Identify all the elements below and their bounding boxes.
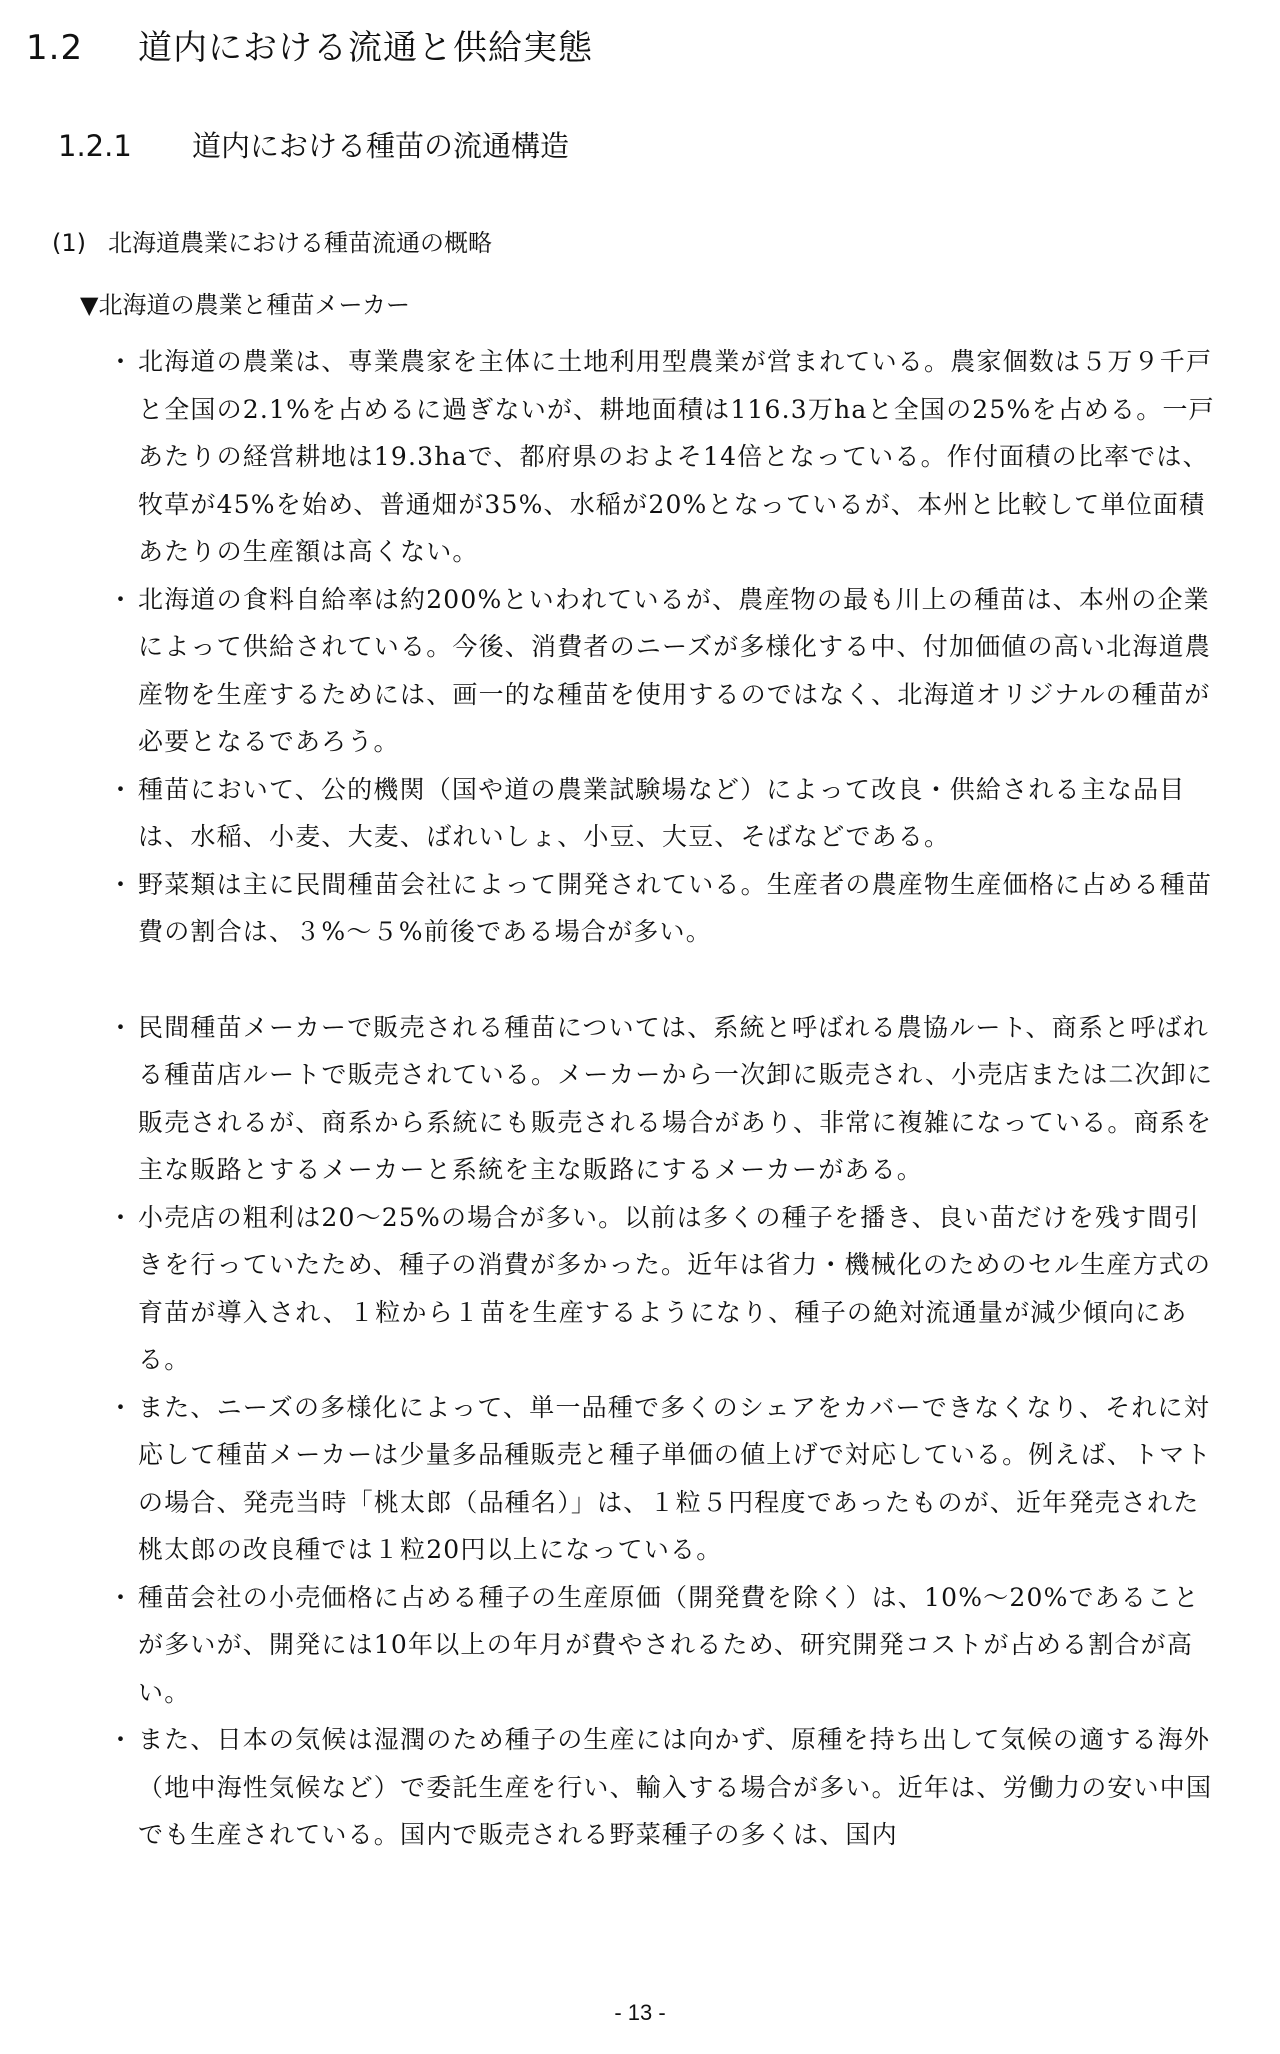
bullet-item	[108, 1384, 1218, 1574]
bullet-text: また、ニーズの多様化によって、単一品種で多くのシェアをカバーできなくなり、それに対応して種苗メーカーは少量多品種販売と種子単価の値上げで対応している。例えば、トマトの場合、発売当時「桃太郎（品種名）」は、１粒５円程度であったものが、近年発売された桃太郎の改良種では１粒20円以上になっている。	[138, 1392, 1212, 1564]
bullet-text: 種苗において、公的機関（国や道の農業試験場など）によって改良・供給される主な品目は、水稲、小麦、大麦、ばれいしょ、小豆、大豆、そばなどである。	[138, 774, 1186, 851]
item-title: 北海道農業における種苗流通の概略	[108, 229, 492, 257]
bullet-mark: ・	[108, 1202, 135, 1232]
triangle-marker-icon: ▼	[80, 291, 99, 319]
paragraph-spacer	[108, 956, 1218, 1004]
bullet-text: 北海道の農業は、専業農家を主体に土地利用型農業が営まれている。農家個数は５万９千戸と全国の2.1%を占めるに過ぎないが、耕地面積は116.3万haと全国の25%を占める。一戸あたりの経営耕地は19.3haで、都府県のおよそ14倍となっている。作付面積の比率では、牧草が45%を始め、普通畑が35%、水稲が20%となっているが、本州と比較して単位面積あたりの生産額は高くない。	[138, 347, 1215, 566]
section-heading-1-2	[26, 26, 593, 70]
bullet-item	[108, 766, 1218, 861]
bullet-mark: ・	[108, 347, 135, 376]
bullet-text: 小売店の粗利は20～25%の場合が多い。以前は多くの種子を播き、良い苗だけを残す間引きを行っていたため、種子の消費が多かった。近年は省力・機械化のためのセル生産方式の育苗が導入され、１粒から１苗を生産するようになり、種子の絶対流通量が減少傾向にある。	[138, 1202, 1212, 1374]
subsection-title: 道内における種苗の流通構造	[192, 129, 570, 163]
bullet-text: 野菜類は主に民間種苗会社によって開発されている。生産者の農産物生産価格に占める種苗費の割合は、３%～５%前後である場合が多い。	[138, 869, 1213, 946]
bullet-item	[108, 576, 1218, 766]
bullet-mark: ・	[108, 1725, 135, 1754]
bullet-text: 民間種苗メーカーで販売される種苗については、系統と呼ばれる農協ルート、商系と呼ばれる種苗店ルートで販売されている。メーカーから一次卸に販売され、小売店または二次卸に販売されるが、商系から系統にも販売される場合があり、非常に複雑になっている。商系を主な販路とするメーカーと系統を主な販路にするメーカーがある。	[138, 1012, 1214, 1184]
bullet-mark: ・	[108, 1012, 135, 1042]
subsection-number: 1.2.1	[58, 129, 132, 163]
bullet-mark: ・	[108, 584, 135, 614]
item-number: (1)	[52, 229, 86, 257]
bullet-text: 種苗会社の小売価格に占める種子の生産原価（開発費を除く）は、10%～20%であることが多いが、開発には10年以上の年月が費やされるため、研究開発コストが占める割合が高い。	[138, 1582, 1200, 1707]
section-title: 道内における流通と供給実態	[138, 28, 593, 68]
bullet-item	[108, 338, 1218, 576]
bullet-item	[108, 1004, 1218, 1194]
bullet-mark: ・	[108, 1392, 135, 1422]
topic-heading	[80, 288, 410, 322]
bullet-item	[108, 1716, 1218, 1859]
bullet-list	[108, 338, 1218, 1859]
bullet-mark: ・	[108, 774, 135, 804]
bullet-mark: ・	[108, 1582, 135, 1612]
subsection-heading-1-2-1	[58, 126, 569, 166]
topic-title: 北海道の農業と種苗メーカー	[98, 291, 410, 319]
item-heading-1	[52, 226, 492, 260]
section-number: 1.2	[26, 28, 84, 68]
bullet-mark: ・	[108, 869, 135, 899]
bullet-item	[108, 1574, 1218, 1717]
bullet-item	[108, 1194, 1218, 1384]
page-number: - 13 -	[614, 2000, 666, 2025]
bullet-item	[108, 861, 1218, 956]
bullet-text: 北海道の食料自給率は約200%といわれているが、農産物の最も川上の種苗は、本州の企業によって供給されている。今後、消費者のニーズが多様化する中、付加価値の高い北海道農産物を生産するためには、画一的な種苗を使用するのではなく、北海道オリジナルの種苗が必要となるであろう。	[138, 584, 1211, 756]
bullet-text: また、日本の気候は湿潤のため種子の生産には向かず、原種を持ち出して気候の適する海外（地中海性気候など）で委託生産を行い、輸入する場合が多い。近年は、労働力の安い中国でも生産されている。国内で販売される野菜種子の多くは、国内	[138, 1725, 1213, 1849]
